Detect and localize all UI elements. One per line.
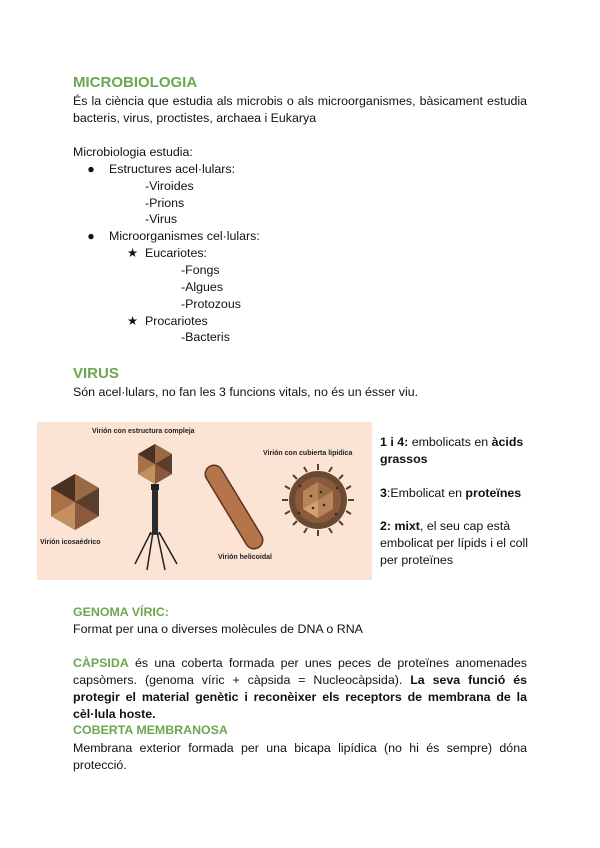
membrane-paragraph: Membrana exterior formada per una bicapa lipídica (no hi és sempre) dóna protecció.	[73, 741, 527, 772]
star-icon: ★	[127, 314, 139, 328]
list-item-eukaryotes: ★ Eucariotes:	[127, 246, 207, 260]
virus-illustration	[37, 422, 372, 580]
bullet-icon: ●	[87, 162, 95, 176]
capsid-term: CÀPSIDA	[73, 656, 129, 670]
complex-virion	[135, 444, 177, 570]
icosahedral-virion	[51, 474, 99, 530]
study-label: Microbiologia estudia:	[73, 145, 193, 159]
label-helical-virion: Virión helicoidal	[218, 554, 272, 561]
caption-lipid-enveloped: 1 i 4: embolicats en àcids grassos	[380, 435, 524, 466]
list-subitem: -Viroides	[145, 179, 194, 193]
list-subitem: -Bacteris	[181, 330, 230, 344]
virus-paragraph: Són acel·lulars, no fan les 3 funcions vitals, no és un ésser viu.	[73, 385, 419, 399]
section-title-virus: VIRUS	[73, 365, 119, 382]
star-icon: ★	[127, 246, 139, 260]
intro-paragraph: És la ciència que estudia als microbis o als microorganismes, bàsicament estudia bacteris, virus, proctistes, archaea i Eukarya	[73, 94, 527, 125]
section-title-genome: GENOMA VÍRIC:	[73, 605, 169, 619]
label-icosahedral-virion: Virión icosaédrico	[40, 539, 101, 546]
caption-protein-enveloped: 3:Embolicat en proteïnes	[380, 486, 522, 500]
section-title-membrane: COBERTA MEMBRANOSA	[73, 723, 228, 737]
section-title-microbiologia: MICROBIOLOGIA	[73, 74, 198, 91]
list-subitem: -Fongs	[181, 263, 220, 277]
label-complex-virion: Virión con estructura compleja	[92, 428, 195, 435]
list-subitem: -Algues	[181, 280, 224, 294]
bullet-icon: ●	[87, 229, 95, 243]
list-subitem: -Virus	[145, 212, 178, 226]
genome-paragraph: Format per una o diverses molècules de DNA o RNA	[73, 622, 363, 636]
list-item-acellular: ● Estructures acel·lulars:	[73, 161, 235, 178]
helical-virion	[214, 474, 254, 540]
caption-mixed: 2: mixt, el seu cap està embolicat per lípids i el coll per proteïnes	[380, 519, 529, 567]
lipid-virion	[282, 464, 354, 536]
list-subitem: -Prions	[145, 196, 185, 210]
label-lipid-virion: Virión con cubierta lipídica	[263, 450, 353, 457]
capsid-paragraph: CÀPSIDA és una coberta formada per unes peces de proteïnes anomenades capsòmers. (genoma víric + càpsida = Nucleocàpsida). La seva funció és protegir el material genètic i reconèixer els receptors de membrana de la cèl·lula hoste.	[73, 656, 527, 721]
list-item-cellular: ● Microorganismes cel·lulars:	[73, 228, 260, 245]
virus-types-figure	[37, 422, 372, 580]
list-subitem: -Protozous	[181, 297, 241, 311]
list-item-prokaryotes: ★ Procariotes	[127, 314, 208, 328]
